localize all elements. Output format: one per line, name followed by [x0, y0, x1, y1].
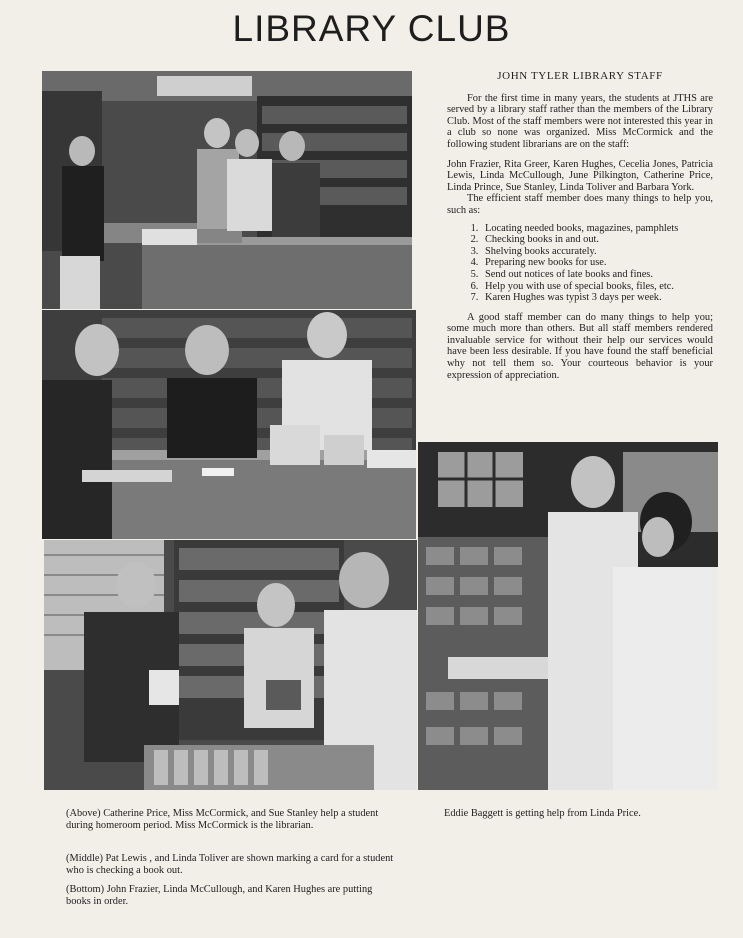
library-staff-article: [447, 71, 713, 381]
duties-list: [447, 223, 713, 304]
photo-shelving-books: [44, 540, 417, 790]
photo-marking-card: [42, 310, 416, 539]
list-item: 2. Checking books in and out.: [481, 234, 713, 246]
page-title: LIBRARY CLUB: [232, 8, 511, 49]
article-heading: JOHN TYLER LIBRARY STAFF: [497, 70, 663, 82]
duties-lead: The efficient staff member does many things to help you, such as:: [447, 193, 713, 216]
caption-middle: (Middle) Pat Lewis , and Linda Toliver are shown marking a card for a student who is checking a book out.: [66, 853, 394, 876]
article-closing: A good staff member can do many things to help you; some much more than others. But all staff members rendered invaluable service for without their help our services would have been less desirable. If you have found the staff beneficial why not tell them so. Your courteous behavior is your expression of appreciation.: [447, 311, 713, 381]
list-item: 5. Send out notices of late books and fines.: [481, 269, 713, 281]
list-item: 3. Shelving books accurately.: [481, 246, 713, 258]
caption-bottom: (Bottom) John Frazier, Linda McCullough, and Karen Hughes are putting books in order.: [66, 884, 373, 907]
list-item: 7. Karen Hughes was typist 3 days per week.: [481, 292, 713, 304]
photo-library-counter: [42, 71, 412, 309]
caption-right: Eddie Baggett is getting help from Linda Price.: [444, 808, 641, 819]
photo-card-catalog: [418, 442, 718, 790]
caption-above: (Above) Catherine Price, Miss McCormick, and Sue Stanley help a student during homeroom period. Miss McCormick is the librarian.: [66, 808, 379, 831]
list-item: 4. Preparing new books for use.: [481, 257, 713, 269]
article-intro: For the first time in many years, the students at JTHS are served by a library staff rather than the members of the Library Club. Most of the staff members were not interested this year in a club so none was organized. Miss McCormick and the following student librarians are on the staff:: [447, 92, 713, 150]
list-item: 1. Locating needed books, magazines, pamphlets: [481, 223, 713, 235]
staff-names: John Frazier, Rita Greer, Karen Hughes, Cecelia Jones, Patricia Lewis, Linda McCullough, June Pilkington, Catherine Price, Linda Prince, Sue Stanley, Linda Toliver and Barbara York.: [447, 158, 713, 193]
list-item: 6. Help you with use of special books, files, etc.: [481, 281, 713, 293]
